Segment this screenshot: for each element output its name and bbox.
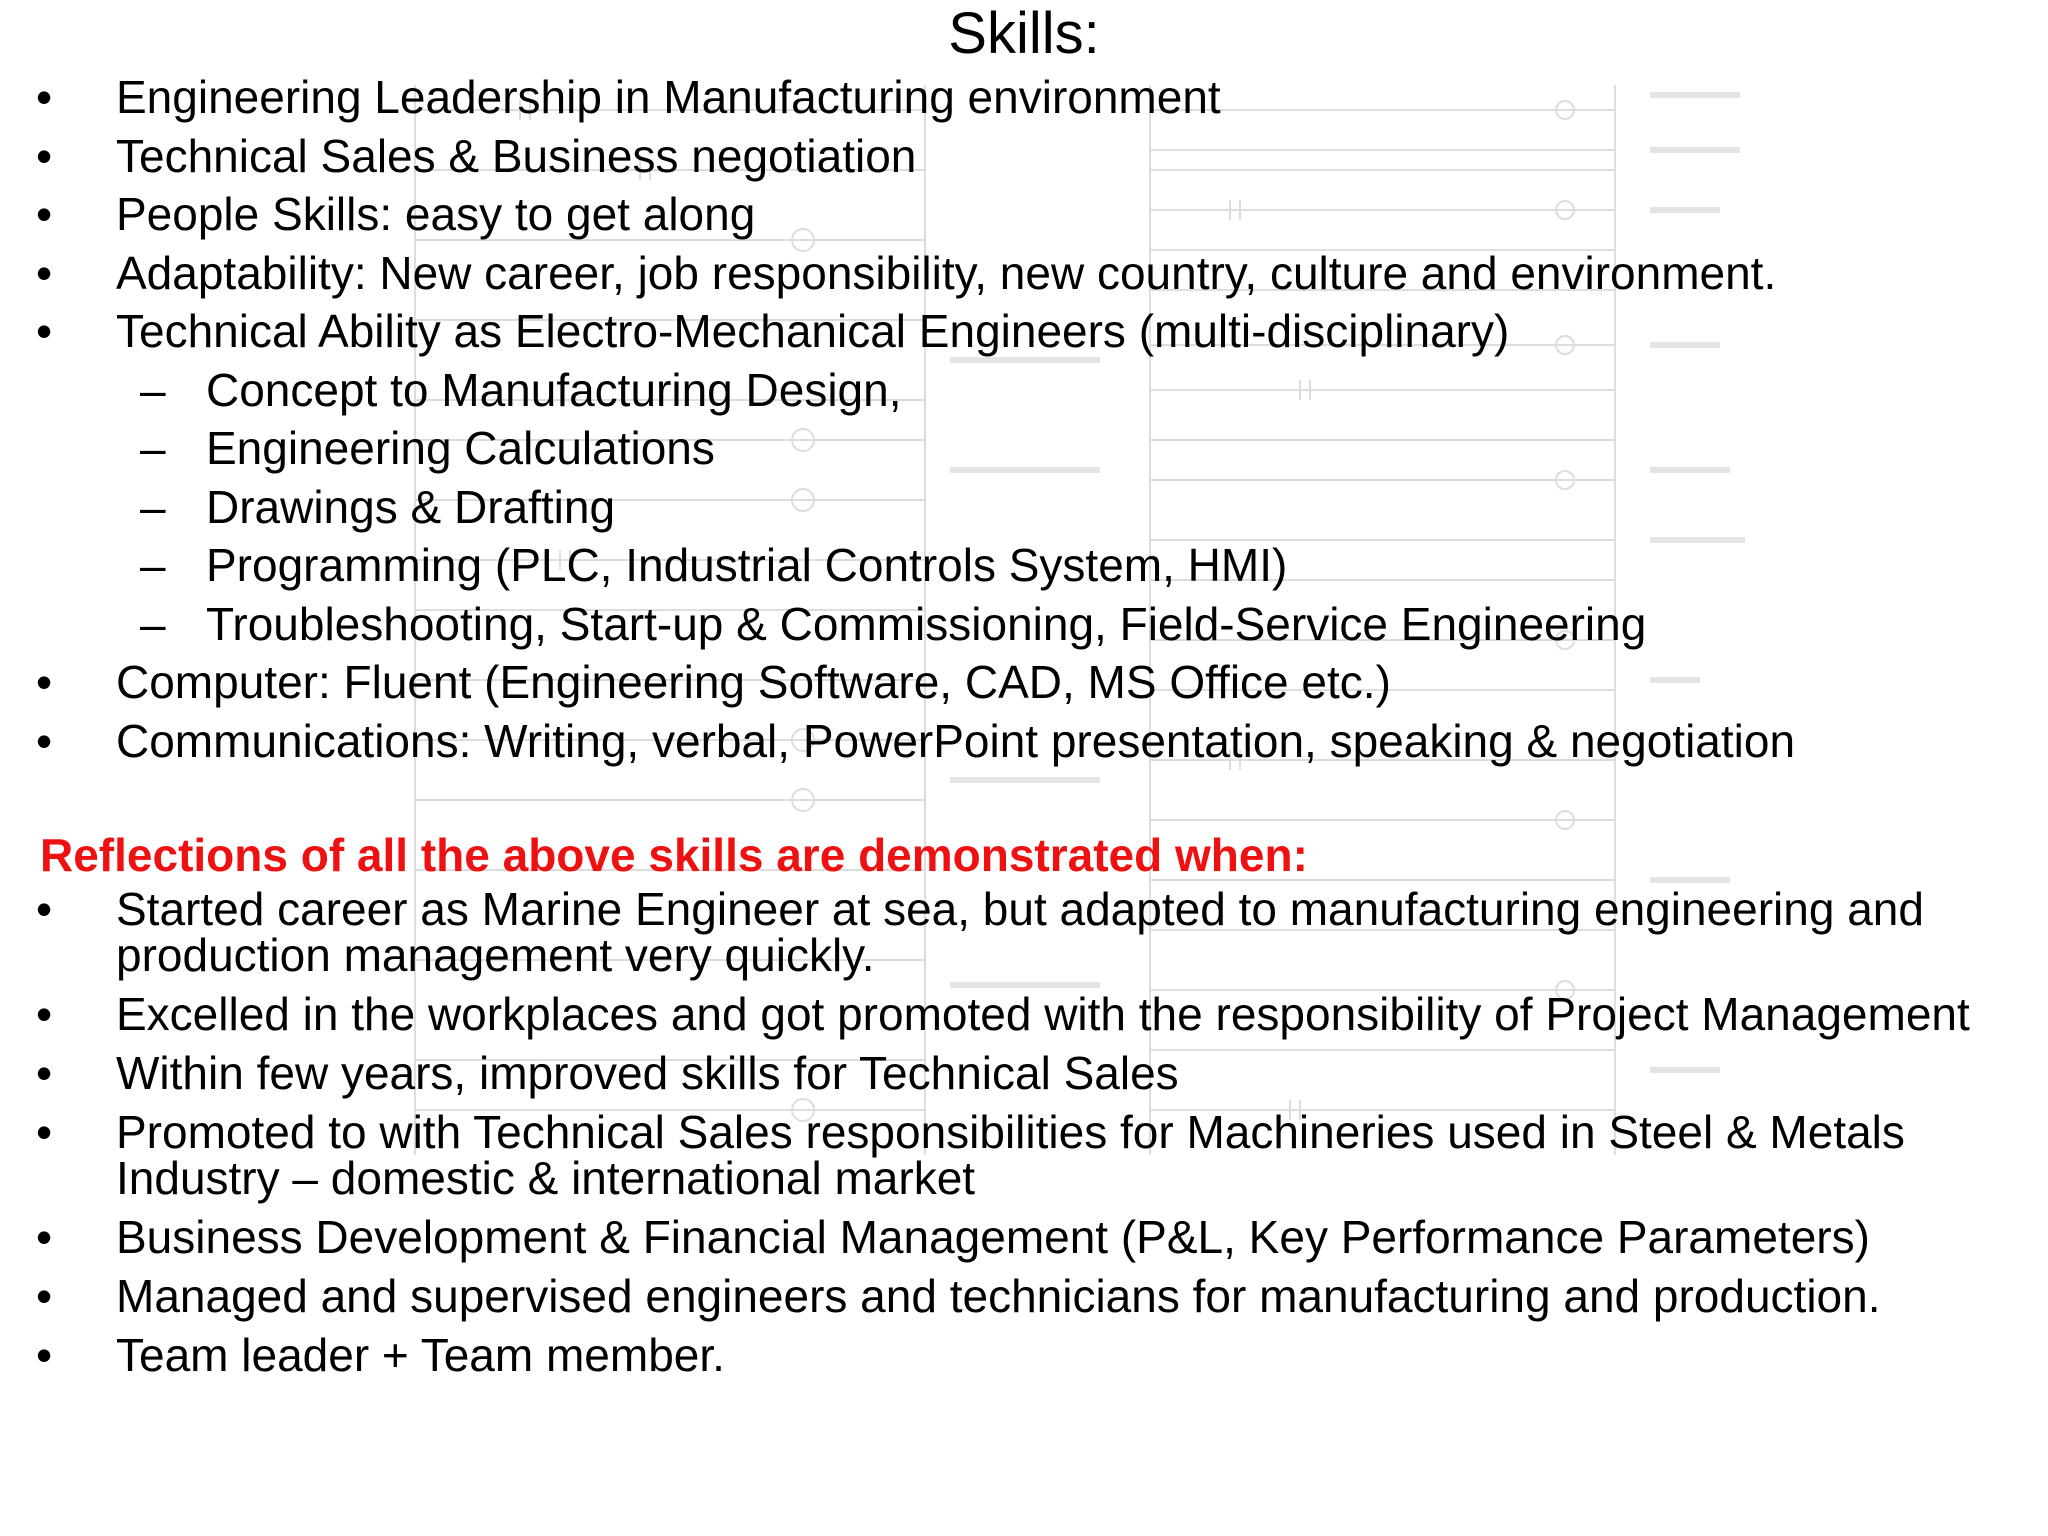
reflection-text: Started career as Marine Engineer at sea, but adapted to manufacturing engineering and production management very quickly.: [116, 883, 1924, 981]
skill-text: Technical Ability as Electro-Mechanical Engineers (multi-disciplinary): [116, 305, 1510, 357]
reflections-heading: Reflections of all the above skills are demonstrated when:: [40, 829, 1308, 881]
sub-skill-text: Engineering Calculations: [206, 422, 715, 474]
bullet-marker: •: [36, 1329, 53, 1381]
skill-text: Adaptability: New career, job responsibility, new country, culture and environment.: [116, 246, 1777, 299]
skill-item: [0, 244, 2048, 303]
bullet-marker: •: [36, 246, 53, 299]
skill-text: Communications: Writing, verbal, PowerPoint presentation, speaking & negotiation: [116, 714, 1796, 767]
reflection-text: Managed and supervised engineers and technicians for manufacturing and production.: [116, 1270, 1881, 1322]
skill-item: [0, 127, 2048, 186]
reflection-text: Business Development & Financial Management (P&L, Key Performance Parameters): [116, 1211, 1870, 1263]
skill-item: [0, 68, 2048, 127]
reflection-item: [0, 1106, 2046, 1204]
bullet-marker: •: [36, 714, 53, 767]
dash-marker: –: [140, 422, 166, 474]
bullet-marker: •: [36, 656, 53, 708]
dash-marker: –: [140, 363, 166, 416]
reflection-text: Excelled in the workplaces and got promoted with the responsibility of Project Management: [116, 988, 1970, 1040]
sub-skill-text: Concept to Manufacturing Design,: [206, 363, 902, 416]
skill-text: Computer: Fluent (Engineering Software, CAD, MS Office etc.): [116, 656, 1391, 708]
reflection-item: [0, 1047, 2046, 1099]
sub-skill-item: [0, 478, 2048, 537]
bullet-marker: •: [36, 988, 53, 1040]
dash-marker: –: [140, 597, 166, 650]
skill-text: Engineering Leadership in Manufacturing environment: [116, 71, 1221, 123]
sub-skill-item: [0, 419, 2048, 478]
skill-text: Technical Sales & Business negotiation: [116, 129, 917, 182]
sub-skill-text: Drawings & Drafting: [206, 480, 616, 533]
slide-title: Skills:: [948, 1, 1100, 66]
bullet-marker: •: [36, 71, 53, 123]
reflection-item: [0, 1329, 2046, 1381]
bullet-marker: •: [36, 883, 53, 935]
skill-item: [0, 712, 2048, 771]
reflection-item: [0, 1270, 2046, 1322]
bullet-marker: •: [36, 1106, 53, 1158]
sub-skill-item: [0, 361, 2048, 420]
sub-skill-item: [0, 595, 2048, 654]
reflection-item: [0, 883, 2046, 981]
skill-text: People Skills: easy to get along: [116, 188, 756, 240]
reflection-item: [0, 988, 2046, 1040]
reflection-text: Team leader + Team member.: [116, 1329, 725, 1381]
sub-skill-text: Troubleshooting, Start-up & Commissioning, Field-Service Engineering: [206, 597, 1647, 650]
dash-marker: –: [140, 539, 166, 591]
bullet-marker: •: [36, 1047, 53, 1099]
reflections-list: [0, 883, 2048, 1391]
reflection-text: Promoted to with Technical Sales responsibilities for Machineries used in Steel & Metals Industry – domestic & international market: [116, 1106, 1905, 1204]
skill-item: [0, 302, 2048, 361]
reflection-text: Within few years, improved skills for Technical Sales: [116, 1047, 1179, 1099]
bullet-marker: •: [36, 305, 53, 357]
reflection-item: [0, 1211, 2046, 1263]
bullet-marker: •: [36, 188, 53, 240]
sub-skill-item: [0, 536, 2048, 595]
bullet-marker: •: [36, 1211, 53, 1263]
sub-skill-text: Programming (PLC, Industrial Controls System, HMI): [206, 539, 1288, 591]
skills-list: [0, 68, 2048, 770]
bullet-marker: •: [36, 129, 53, 182]
bullet-marker: •: [36, 1270, 53, 1322]
skill-item: [0, 653, 2048, 712]
skill-item: [0, 185, 2048, 244]
dash-marker: –: [140, 480, 166, 533]
